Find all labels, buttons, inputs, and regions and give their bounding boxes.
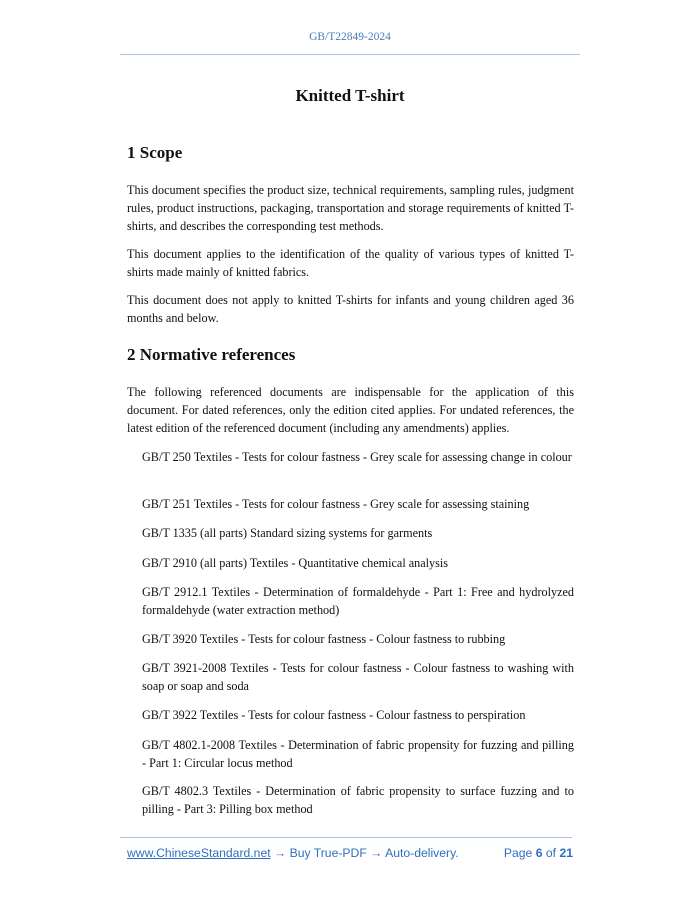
scope-paragraph: This document does not apply to knitted T-shirts for infants and young children aged 36 months and below. bbox=[127, 293, 574, 325]
page-total: 21 bbox=[559, 846, 573, 860]
reference-item: GB/T 2912.1 Textiles - Determination of formaldehyde - Part 1: Free and hydrolyzed formaldehyde (water extraction method) bbox=[142, 585, 574, 617]
scope-paragraph: This document applies to the identification of the quality of various types of knitted T-shirts made mainly of knitted fabrics. bbox=[127, 247, 574, 279]
page-current: 6 bbox=[535, 846, 543, 860]
reference-item: GB/T 3921-2008 Textiles - Tests for colour fastness - Colour fastness to washing with soap or soap and soda bbox=[142, 661, 574, 693]
page-of: of bbox=[545, 846, 557, 860]
page-indicator bbox=[504, 846, 573, 860]
reference-item: GB/T 3922 Textiles - Tests for colour fastness - Colour fastness to perspiration bbox=[142, 708, 526, 722]
reference-item: GB/T 251 Textiles - Tests for colour fastness - Grey scale for assessing staining bbox=[142, 497, 530, 511]
reference-item: GB/T 4802.1-2008 Textiles - Determination of fabric propensity for fuzzing and pilling - Part 1: Circular locus method bbox=[142, 738, 574, 770]
page-footer bbox=[127, 846, 573, 864]
scope-paragraph: This document specifies the product size, technical requirements, sampling rules, judgment rules, product instructions, packaging, transportation and storage requirements of knitted T-shirts, and describes the corresponding test methods. bbox=[127, 183, 574, 233]
reference-item: GB/T 1335 (all parts) Standard sizing systems for garments bbox=[142, 526, 433, 540]
section-heading-scope: 1 Scope bbox=[127, 143, 183, 162]
footer-promo bbox=[127, 846, 459, 860]
footer-promo-text: → Buy True-PDF → Auto-delivery. bbox=[270, 846, 459, 860]
footer-divider bbox=[120, 837, 572, 838]
document-code: GB/T22849-2024 bbox=[309, 31, 391, 43]
reference-item: GB/T 250 Textiles - Tests for colour fastness - Grey scale for assessing change in colour bbox=[142, 450, 572, 464]
chinese-standard-link[interactable]: www.ChineseStandard.net bbox=[127, 846, 271, 860]
section-heading-normative-references: 2 Normative references bbox=[127, 345, 296, 364]
page-label: Page bbox=[503, 846, 533, 860]
reference-item: GB/T 3920 Textiles - Tests for colour fastness - Colour fastness to rubbing bbox=[142, 632, 506, 646]
document-title: Knitted T-shirt bbox=[295, 86, 405, 106]
reference-item: GB/T 4802.3 Textiles - Determination of fabric propensity to surface fuzzing and to pilling - Part 3: Pilling box method bbox=[142, 784, 574, 816]
references-intro-paragraph: The following referenced documents are indispensable for the application of this document. For dated references, only the edition cited applies. For undated references, the latest edition of the referenced document (including any amendments) applies. bbox=[127, 385, 574, 435]
header-divider bbox=[120, 54, 580, 55]
reference-item: GB/T 2910 (all parts) Textiles - Quantitative chemical analysis bbox=[142, 556, 449, 570]
